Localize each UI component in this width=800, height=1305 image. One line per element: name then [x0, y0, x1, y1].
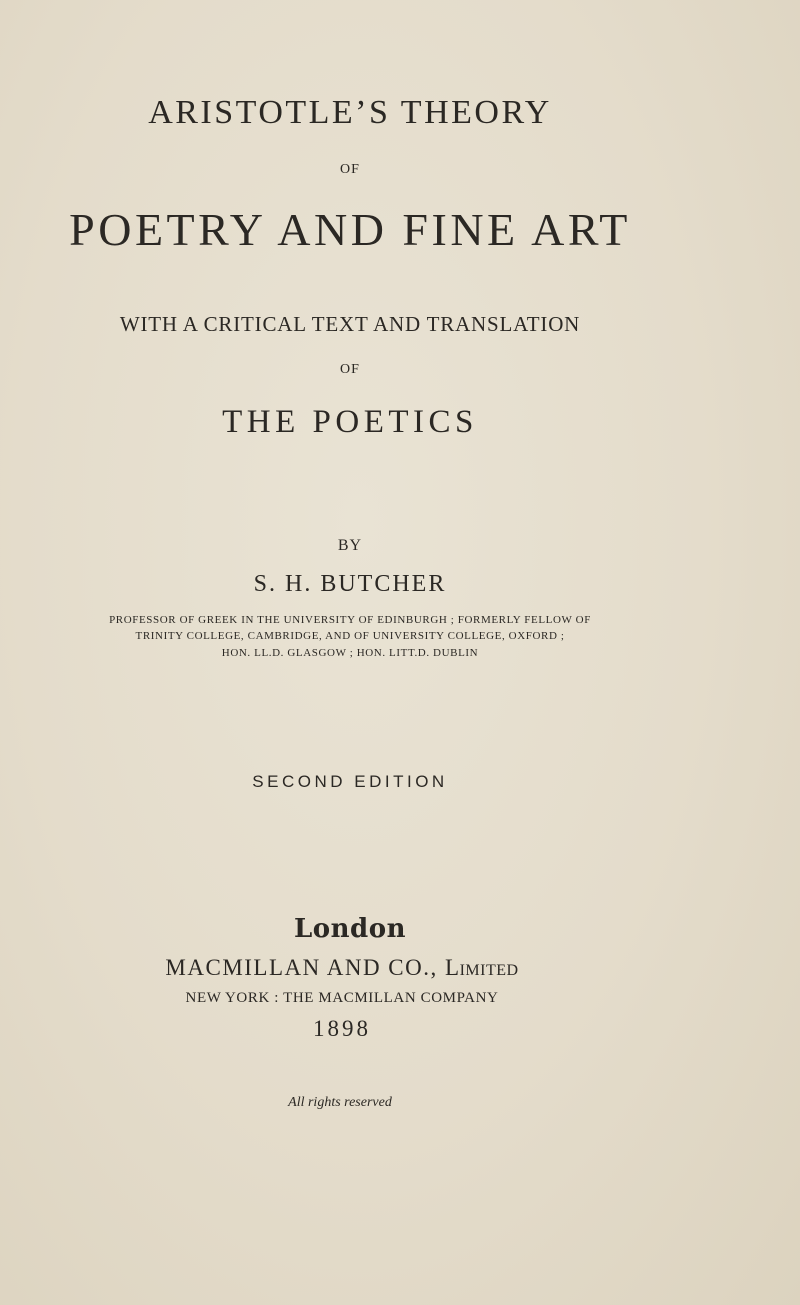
- edition-label: SECOND EDITION: [252, 772, 448, 791]
- publisher-suffix: Limited: [445, 955, 519, 980]
- publisher: [0, 955, 684, 981]
- title-line-3: THE POETICS: [222, 404, 478, 440]
- author-credentials-line-3: HON. LL.D. GLASGOW ; HON. LITT.D. DUBLIN: [221, 647, 479, 659]
- title-line-2: POETRY AND FINE ART: [69, 204, 631, 255]
- connector-of-1: OF: [340, 162, 360, 177]
- publication-year: 1898: [313, 1016, 371, 1041]
- subtitle: WITH A CRITICAL TEXT AND TRANSLATION: [119, 312, 581, 336]
- author-name: S. H. BUTCHER: [253, 571, 447, 597]
- author-credentials-line-2: TRINITY COLLEGE, CAMBRIDGE, AND OF UNIVERSITY COLLEGE, OXFORD ;: [135, 630, 565, 642]
- publication-city: London: [294, 914, 406, 944]
- rights-notice: All rights reserved: [288, 1095, 392, 1110]
- connector-of-2: OF: [340, 362, 360, 377]
- by-label: BY: [337, 537, 363, 554]
- title-line-1: ARISTOTLE’S THEORY: [148, 94, 552, 131]
- publisher-name: MACMILLAN AND CO.,: [165, 955, 438, 980]
- new-york-imprint: NEW YORK : THE MACMILLAN COMPANY: [185, 990, 499, 1006]
- author-credentials-line-1: PROFESSOR OF GREEK IN THE UNIVERSITY OF EDINBURGH ; FORMERLY FELLOW OF: [109, 614, 591, 626]
